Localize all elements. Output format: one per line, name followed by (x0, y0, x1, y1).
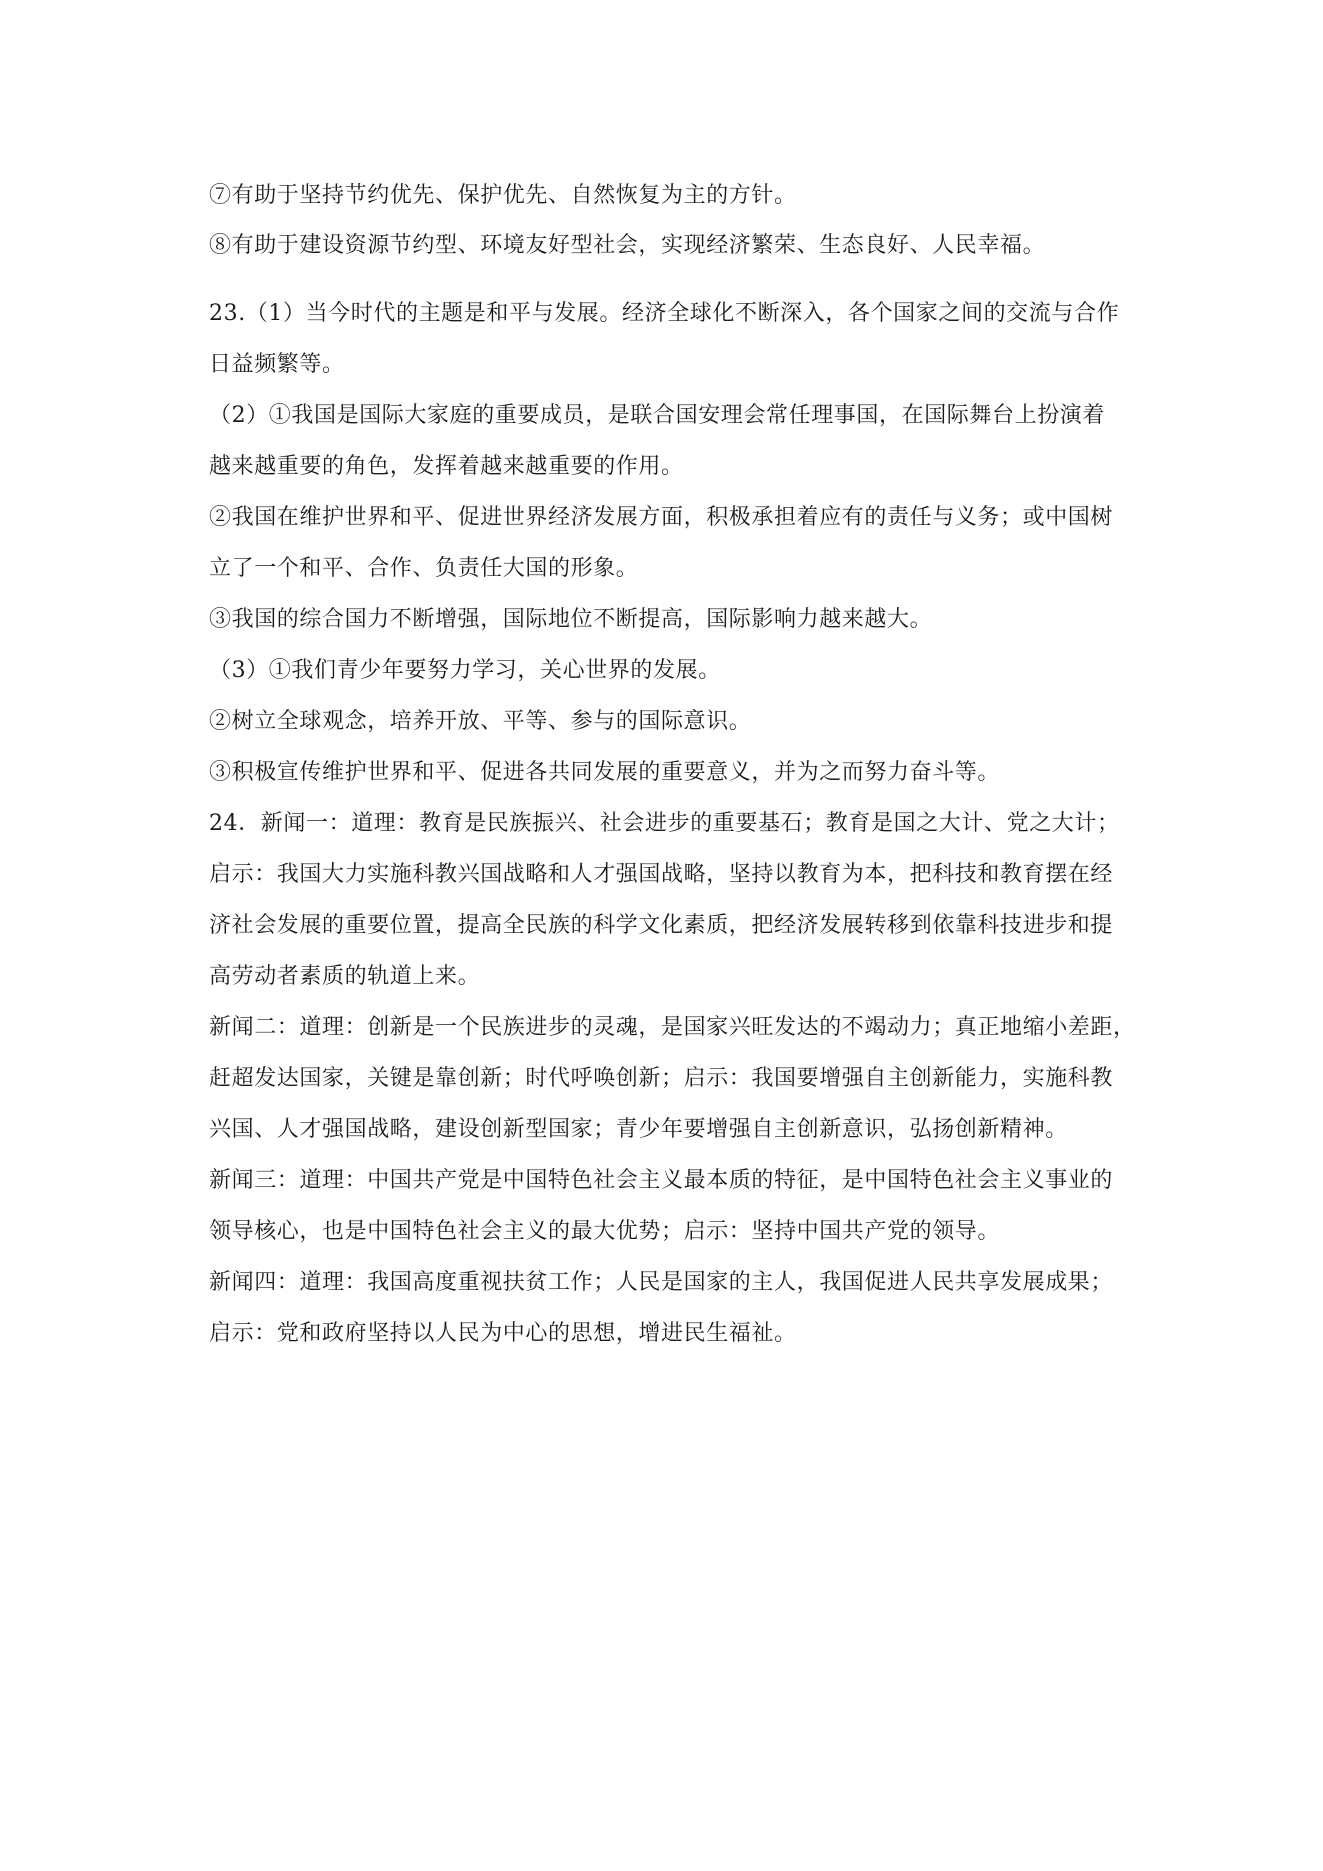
answer-line-8: ⑧有助于建设资源节约型、环境友好型社会，实现经济繁荣、生态良好、人民幸福。 (209, 233, 1046, 258)
q23-part1-line1: 23.（1）当今时代的主题是和平与发展。经济全球化不断深入，各个国家之间的交流与合作 (209, 301, 1120, 326)
q24-news1-line1: 24．新闻一：道理：教育是民族振兴、社会进步的重要基石；教育是国之大计、党之大计； (209, 811, 1120, 836)
q23-part2-point3: ③我国的综合国力不断增强，国际地位不断提高，国际影响力越来越大。 (209, 607, 933, 632)
q24-news1-line3: 济社会发展的重要位置，提高全民族的科学文化素质，把经济发展转移到依靠科技进步和提 (209, 913, 1114, 938)
answer-line-7: ⑦有助于坚持节约优先、保护优先、自然恢复为主的方针。 (209, 183, 797, 208)
q23-part3-line1: （3）①我们青少年要努力学习，关心世界的发展。 (209, 658, 721, 683)
q24-news1-line4: 高劳动者素质的轨道上来。 (209, 964, 481, 989)
q23-part2-line2: 越来越重要的角色，发挥着越来越重要的作用。 (209, 454, 684, 479)
q24-news2-line2: 赶超发达国家，关键是靠创新；时代呼唤创新；启示：我国要增强自主创新能力，实施科教 (209, 1066, 1114, 1091)
q24-news3-line2: 领导核心，也是中国特色社会主义的最大优势；启示：坚持中国共产党的领导。 (209, 1219, 1001, 1244)
q24-news2-line3: 兴国、人才强国战略，建设创新型国家；青少年要增强自主创新意识，弘扬创新精神。 (209, 1117, 1068, 1142)
q24-news1-line2: 启示：我国大力实施科教兴国战略和人才强国战略，坚持以教育为本，把科技和教育摆在经 (209, 862, 1114, 887)
q24-news3-line1: 新闻三：道理：中国共产党是中国特色社会主义最本质的特征，是中国特色社会主义事业的 (209, 1168, 1114, 1193)
q23-part2-point2-line1: ②我国在维护世界和平、促进世界经济发展方面，积极承担着应有的责任与义务；或中国树 (209, 505, 1114, 530)
q23-part3-point2: ②树立全球观念，培养开放、平等、参与的国际意识。 (209, 709, 752, 734)
q23-part2-point2-line2: 立了一个和平、合作、负责任大国的形象。 (209, 556, 639, 581)
q24-news4-line1: 新闻四：道理：我国高度重视扶贫工作；人民是国家的主人，我国促进人民共享发展成果； (209, 1270, 1114, 1295)
q24-news2-line1: 新闻二：道理：创新是一个民族进步的灵魂，是国家兴旺发达的不竭动力；真正地缩小差距， (209, 1015, 1136, 1040)
q23-part3-point3: ③积极宣传维护世界和平、促进各共同发展的重要意义，并为之而努力奋斗等。 (209, 760, 1001, 785)
q24-news4-line2: 启示：党和政府坚持以人民为中心的思想，增进民生福祉。 (209, 1321, 797, 1346)
q23-part2-line1: （2）①我国是国际大家庭的重要成员，是联合国安理会常任理事国，在国际舞台上扮演着 (209, 403, 1105, 428)
q23-part1-line2: 日益频繁等。 (209, 352, 345, 377)
